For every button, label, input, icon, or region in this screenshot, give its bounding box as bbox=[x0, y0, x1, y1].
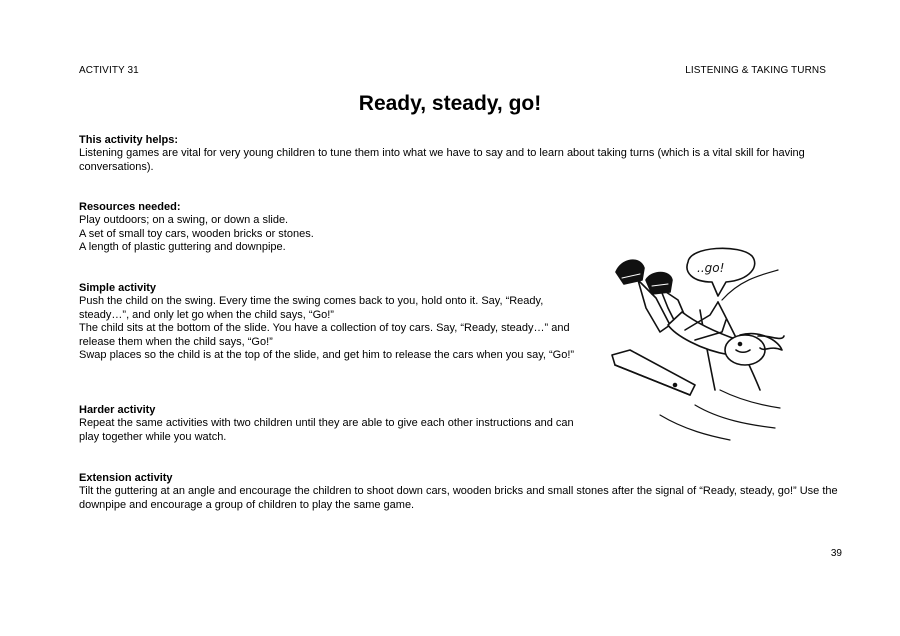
section-text: The child sits at the bottom of the slide. You have a collection of toy cars. Say, “Ready, steady…” and release them when the child says, “Go!” bbox=[79, 322, 570, 348]
section-resources-needed bbox=[79, 201, 579, 255]
section-heading: Harder activity bbox=[79, 404, 156, 416]
speech-bubble-text: ..go! bbox=[697, 261, 725, 275]
section-text: Listening games are vital for very young children to tune them into what we have to say and to learn about taking turns (which is a vital skill for having conversations). bbox=[79, 147, 805, 173]
section-activity-helps bbox=[79, 134, 844, 174]
page-title: Ready, steady, go! bbox=[358, 92, 542, 115]
speech-bubble bbox=[687, 248, 755, 296]
child-on-swing-illustration bbox=[600, 240, 785, 445]
section-text: Tilt the guttering at an angle and encourage the children to shoot down cars, wooden bricks and small stones after the signal of “Ready, steady, go!” Use the downpipe and encourage a group of children to play the same game. bbox=[79, 485, 838, 511]
section-harder-activity bbox=[79, 404, 584, 444]
swing-seat bbox=[612, 350, 695, 395]
section-text: Push the child on the swing. Every time the swing comes back to you, hold onto it. Say, “Ready, steady…”, and only let go when the child says, “Go!” bbox=[79, 295, 544, 321]
section-heading: Extension activity bbox=[79, 472, 173, 484]
section-heading: This activity helps: bbox=[79, 134, 179, 146]
motion-lines bbox=[660, 390, 780, 440]
section-text: Swap places so the child is at the top of the slide, and get him to release the cars when you say, “Go!” bbox=[79, 349, 575, 362]
section-text: Play outdoors; on a swing, or down a slide. bbox=[79, 214, 289, 227]
section-text: Repeat the same activities with two children until they are able to give each other instructions and can play together while you watch. bbox=[79, 417, 574, 443]
section-heading: Resources needed: bbox=[79, 201, 181, 213]
section-text: A length of plastic guttering and downpipe. bbox=[79, 241, 286, 254]
section-text: A set of small toy cars, wooden bricks or stones. bbox=[79, 227, 314, 240]
activity-label: ACTIVITY 31 bbox=[79, 65, 139, 76]
page-number: 39 bbox=[830, 548, 842, 559]
section-heading: Simple activity bbox=[79, 282, 157, 294]
section-simple-activity bbox=[79, 282, 579, 362]
section-extension-activity bbox=[79, 472, 844, 512]
topic-label: LISTENING & TAKING TURNS bbox=[685, 65, 826, 76]
child-head bbox=[725, 334, 784, 365]
